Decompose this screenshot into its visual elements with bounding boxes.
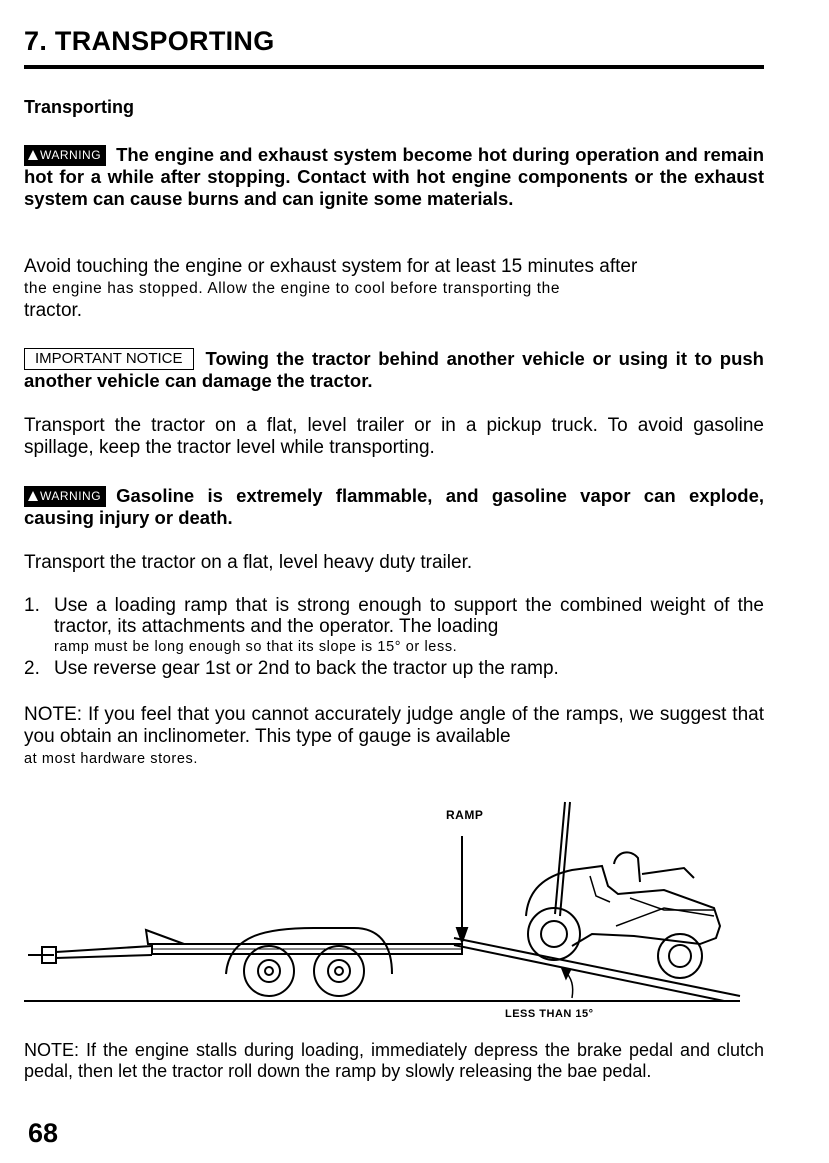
step-number: 1. <box>24 595 40 616</box>
angle-label: LESS THAN 15° <box>505 1008 594 1020</box>
step-number: 2. <box>24 658 40 679</box>
paragraph-line: tractor. <box>24 300 83 321</box>
warning-text: Gasoline is extremely flammable, and gasoline vapor can explode, causing injury or death. <box>24 485 764 528</box>
note-text-small: at most hardware stores. <box>24 751 198 767</box>
warning-badge: WARNING <box>24 145 106 166</box>
notice-towing <box>24 348 764 392</box>
heavy-duty-trailer-paragraph: Transport the tractor on a flat, level heavy duty trailer. <box>24 552 473 573</box>
chapter-title: 7. TRANSPORTING <box>24 26 275 56</box>
inclinometer-note <box>24 704 764 770</box>
note-text: NOTE: If you feel that you cannot accurately judge angle of the ramps, we suggest that you obtain an inclinometer. This type of gauge is available <box>24 704 764 747</box>
tractor-antenna-bar <box>560 802 570 916</box>
step-text-small: ramp must be long enough so that its slope is 15° or less. <box>54 639 458 655</box>
warning-gasoline <box>24 485 764 529</box>
list-item <box>24 595 764 658</box>
manual-page <box>24 0 764 1163</box>
tractor <box>526 802 720 978</box>
step-text: Use a loading ramp that is strong enough to support the combined weight of the tractor, its attachments and the operator. The loading <box>54 595 764 637</box>
trailer-ramp-drawing <box>24 798 764 1028</box>
paragraph-line: the engine has stopped. Allow the engine to cool before transporting the <box>24 280 561 297</box>
warning-triangle-icon <box>28 150 38 160</box>
section-title: Transporting <box>24 97 135 117</box>
loading-steps <box>24 595 764 679</box>
ramp-top-edge <box>454 938 740 996</box>
warning-badge: WARNING <box>24 486 106 507</box>
engine-stall-note: NOTE: If the engine stalls during loading, immediately depress the brake pedal and clutch pedal, then let the tractor roll down the ramp by slowly releasing the bae pedal. <box>24 1040 764 1081</box>
cool-down-paragraph <box>24 256 764 322</box>
list-item <box>24 658 764 679</box>
trailer-paragraph: Transport the tractor on a flat, level trailer or in a pickup truck. To avoid gasoline spillage, keep the tractor level while transporting. <box>24 415 764 458</box>
warning-engine-hot <box>24 144 764 210</box>
step-text: Use reverse gear 1st or 2nd to back the tractor up the ramp. <box>54 658 559 679</box>
ramp-label: RAMP <box>446 808 484 822</box>
warning-triangle-icon <box>28 491 38 501</box>
trailer-fender <box>226 928 392 974</box>
tractor-front-wheel <box>528 908 580 960</box>
important-notice-badge: IMPORTANT NOTICE <box>24 348 194 370</box>
ramp-bottom-edge <box>454 945 724 1001</box>
notice-text: Towing the tractor behind another vehicle or using it to push another vehicle can damage the tractor. <box>24 348 764 391</box>
trailer-ramp-illustration <box>24 798 764 1028</box>
tongue-upper <box>56 946 152 952</box>
title-rule <box>24 65 764 69</box>
page-number: 68 <box>28 1118 59 1148</box>
trailer-jack <box>146 930 184 944</box>
warning-text: The engine and exhaust system become hot during operation and remain hot for a while after stopping. Contact with hot engine components or the exhaust system can cause burns and can ignite some materials. <box>24 144 764 209</box>
tongue-lower <box>56 955 152 958</box>
paragraph-line: Avoid touching the engine or exhaust system for at least 15 minutes after <box>24 256 638 277</box>
